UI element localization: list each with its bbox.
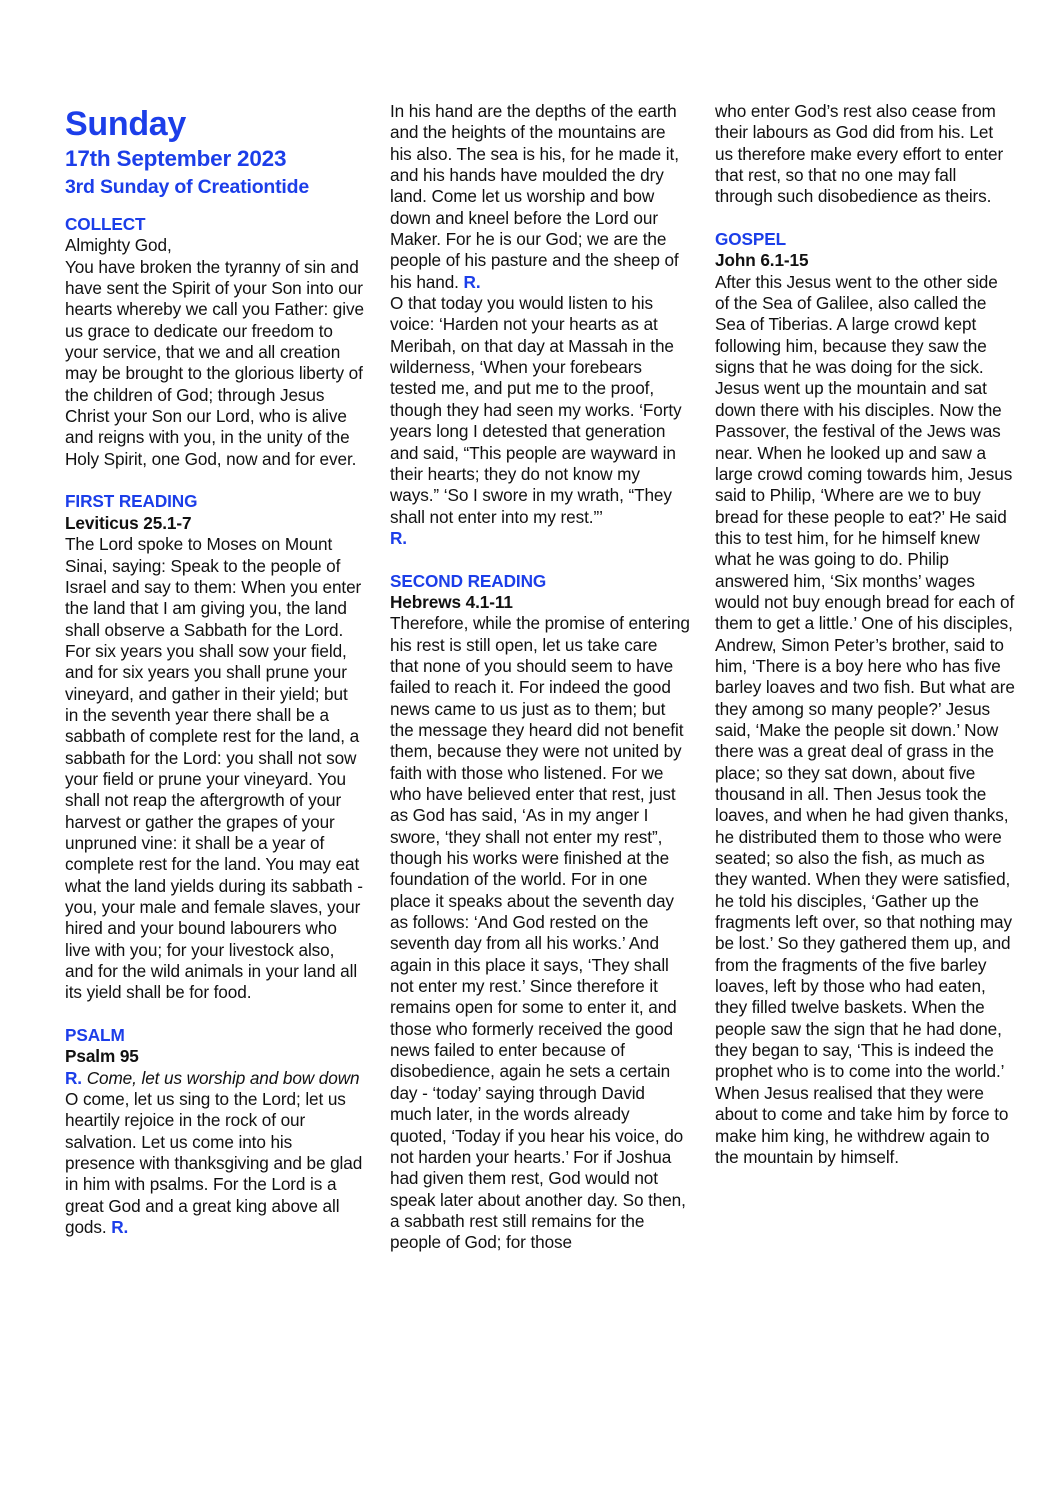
response-marker: R. <box>111 1217 129 1238</box>
gospel-section <box>715 229 1015 1168</box>
psalm-verse-3 <box>390 293 690 549</box>
psalm-verse-2-text: In his hand are the depths of the earth and the heights of the mountains are his also. The sea is his, for he made it, and his hands have moulded the dry land. Come let us worship and bow down and kneel before the Lord our Maker. For he is our God; we are the people of his pasture and the sheep of his hand. <box>390 101 679 292</box>
collect-address: Almighty God, <box>65 235 172 256</box>
response-text: Come, let us worship and bow down <box>86 1067 360 1088</box>
spacer <box>715 208 1015 229</box>
second-reading-text: Therefore, while the promise of entering his rest is still open, let us take care that none of you should seem to have failed to reach it. For indeed the good news came to us just as to them; but the message they heard did not benefit them, because they were not united by faith with those who listened. For we who have believed enter that rest, just as God has said, ‘As in my anger I swore, ‘they shall not enter my rest”, though his works were finished at the foundation of the world. For in one place it speaks about the seventh day as follows: ‘And God rested on the seventh day from all his works.’ And again in this place it says, ‘They shall not enter my rest.’ Since therefore it remains open for some to enter it, and those who formerly received the good news failed to enter because of disobedience, again he sets a certain day - ‘today’ saying through David much later, in the words already quoted, ‘Today if you hear his voice, do not harden your hearts.’ For if Joshua had given them rest, God would not speak later about another day. So then, a sabbath rest still remains for the people of God; for those <box>390 613 690 1253</box>
first-reading-reference: Leviticus 25.1-7 <box>65 512 192 533</box>
first-reading-heading: FIRST READING <box>65 491 198 512</box>
collect-section <box>65 214 365 470</box>
second-reading-text-continued: who enter God’s rest also cease from their labours as God did from his. Let us therefore make every effort to enter that rest, so that no one may fall through such disobedience as theirs. <box>715 101 1004 207</box>
column-3 <box>715 101 1015 1168</box>
response-marker: R. <box>390 527 407 548</box>
psalm-reference: Psalm 95 <box>65 1046 139 1067</box>
gospel-text: After this Jesus went to the other side of the Sea of Galilee, also called the Sea of Tiberias. A large crowd kept following him, because they saw the signs that he was doing for the sick. Jesus went up the mountain and sat down there with his disciples. Now the Passover, the festival of the Jews was near. When he looked up and saw a large crowd coming towards him, Jesus said to Philip, ‘Where are we to buy bread for these people to eat?’ He said this to test him, for he himself knew what he was going to do. Philip answered him, ‘Six months’ wages would not buy enough bread for each of them to get a little.’ One of his disciples, Andrew, Simon Peter’s brother, said to him, ‘There is a boy here who has five barley loaves and two fish. But what are they among so many people?’ Jesus said, ‘Make the people sit down.’ Now there was a great deal of grass in the place; so they sat down, about five thousand in all. Then Jesus took the loaves, and when he had given thanks, he distributed them to those who were seated; so also the fish, as much as they wanted. When they were satisfied, he told his disciples, ‘Gather up the fragments left over, so that nothing may be lost.’ So they gathered them up, and from the fragments of the five barley loaves, left by those who had eaten, they filled twelve baskets. When the people saw the sign that he had done, they began to say, ‘This is indeed the prophet who is to come into the world.’ When Jesus realised that they were about to come and take him by force to make him king, he withdrew again to the mountain by himself. <box>715 271 1015 1167</box>
first-reading-section <box>65 491 365 1003</box>
second-reading-reference: Hebrews 4.1-11 <box>390 591 513 612</box>
spacer <box>390 549 690 570</box>
page-title-occasion: 3rd Sunday of Creationtide <box>65 176 309 198</box>
first-reading-text: The Lord spoke to Moses on Mount Sinai, saying: Speak to the people of Israel and say to them: When you enter the land that I am giving you, the land shall observe a Sabbath for the Lord. For six years you shall sow your field, and for six years you shall prune your vineyard, and gather in their yield; but in the seventh year there shall be a sabbath of complete rest for the land, a sabbath for the Lord: you shall not sow your field or prune your vineyard. You shall not reap the aftergrowth of your harvest or gather the grapes of your unpruned vine: it shall be a year of complete rest for the land. You may eat what the land yields during its sabbath - you, your male and female slaves, your hired and your bound labourers who live with you; for your livestock also, and for the wild animals in your land all its yield shall be for food. <box>65 534 363 1003</box>
collect-heading: COLLECT <box>65 214 146 234</box>
psalm-verse-1-text: O come, let us sing to the Lord; let us heartily rejoice in the rock of our salvation. Let us come into his presence with thanksgiving and be glad in him with psalms. For the Lord is a great God and a great king above all gods. <box>65 1089 363 1238</box>
psalm-verse-1 <box>65 1089 365 1238</box>
spacer <box>65 201 365 214</box>
psalm-section <box>65 1025 365 1238</box>
gospel-reference: John 6.1-15 <box>715 250 809 271</box>
response-marker: R. <box>65 1067 82 1088</box>
page-title-day: Sunday <box>65 105 187 143</box>
spacer <box>65 1004 365 1025</box>
column-1 <box>65 104 365 1239</box>
spacer <box>65 470 365 491</box>
page-title-date: 17th September 2023 <box>65 146 287 171</box>
psalm-heading: PSALM <box>65 1025 125 1046</box>
response-marker: R. <box>463 271 481 292</box>
collect-text: You have broken the tyranny of sin and have sent the Spirit of your Son into our hearts whereby we call you Father: give us grace to dedicate our freedom to your service, that we and all creation may be brought to the glorious liberty of the children of God; through Jesus Christ your Son our Lord, who is alive and reigns with you, in the unity of the Holy Spirit, one God, now and for ever. <box>65 256 364 469</box>
column-2 <box>390 101 690 1254</box>
gospel-heading: GOSPEL <box>715 229 787 250</box>
psalm-verse-3-text: O that today you would listen to his voice: ‘Harden not your hearts as at Meribah, on that day at Massah in the wilderness, ‘When your forebears tested me, and put me to the proof, though they had seen my works. ‘Forty years long I detested that generation and said, “This people are wayward in their hearts; they do not know my ways.” ‘So I swore in my wrath, “They shall not enter into my rest.”’ <box>390 293 682 527</box>
second-reading-heading: SECOND READING <box>390 570 547 591</box>
psalm-verse-2 <box>390 101 690 293</box>
psalm-response <box>65 1068 365 1089</box>
second-reading-section <box>390 571 690 1254</box>
